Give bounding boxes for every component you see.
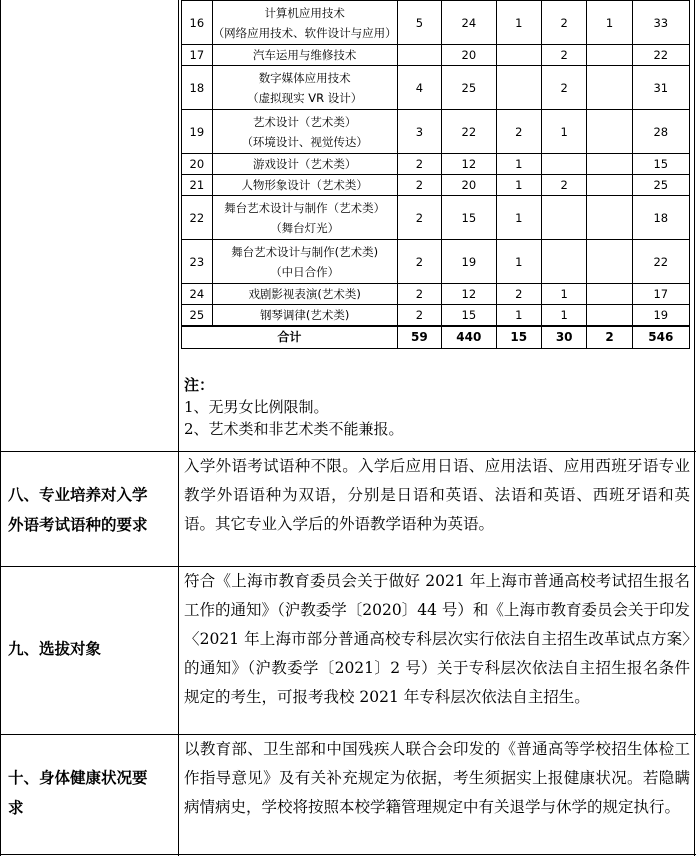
major-name — [212, 154, 397, 175]
quota-cell — [397, 45, 441, 66]
major-name — [212, 196, 397, 240]
major-name-line: （虚拟现实 VR 设计） — [247, 90, 363, 105]
section-8-label: 八、专业培养对入学 外语考试语种的要求 — [8, 485, 148, 534]
row-number: 16 — [182, 1, 213, 45]
major-name — [212, 110, 397, 154]
total-cell: 546 — [632, 326, 689, 348]
quota-cell: 2 — [541, 45, 586, 66]
bottom-border — [0, 854, 696, 855]
total-cell: 440 — [442, 326, 496, 348]
total-cell: 2 — [587, 326, 632, 348]
quota-cell: 2 — [496, 110, 541, 154]
major-name — [212, 284, 397, 305]
quota-cell: 15 — [632, 154, 689, 175]
quota-cell — [587, 284, 632, 305]
row-number: 19 — [182, 110, 213, 154]
total-cell: 30 — [541, 326, 586, 348]
quota-cell: 1 — [541, 284, 586, 305]
table-row — [182, 305, 690, 327]
quota-cell: 19 — [632, 305, 689, 327]
major-name-line: 人物形象设计（艺术类） — [241, 178, 368, 192]
major-name-line: 舞台艺术设计与制作（艺术类） — [224, 200, 386, 215]
quota-cell — [496, 66, 541, 110]
table-row — [182, 1, 690, 45]
table-row — [182, 45, 690, 66]
quota-cell: 1 — [496, 196, 541, 240]
quota-cell: 12 — [442, 284, 496, 305]
quota-cell: 1 — [496, 1, 541, 45]
major-name — [212, 45, 397, 66]
row-number: 25 — [182, 305, 213, 327]
major-name-line: （环境设计、视觉传达） — [241, 134, 368, 149]
major-name-line: 汽车运用与维修技术 — [252, 48, 357, 62]
note-item: 1、无男女比例限制。 — [184, 398, 329, 416]
quota-cell: 2 — [397, 240, 441, 284]
row-number: 24 — [182, 284, 213, 305]
row-number: 22 — [182, 196, 213, 240]
quota-cell: 31 — [632, 66, 689, 110]
major-name — [212, 175, 397, 196]
major-name-line: （中日合作） — [270, 264, 340, 279]
major-name — [212, 240, 397, 284]
section-9-body: 符合《上海市教育委员会关于做好 2021 年上海市普通高校考试招生报名工作的通知》（沪教委学〔2020〕44 号）和《上海市教育委员会关于印发〈2021 年上海市部分普通高校专科层次实行依法自主招生改革试点方案〉的通知》（沪教委学〔2021〕2 号）关于专科层次依法自主招生报名条件规定的考生，可报考我校 2021 年专科层次依法自主招生。 — [184, 572, 690, 706]
quota-cell: 2 — [496, 284, 541, 305]
major-name-line: （舞台灯光） — [270, 220, 340, 235]
quota-cell: 2 — [397, 196, 441, 240]
quota-cell — [587, 305, 632, 327]
row-number: 20 — [182, 154, 213, 175]
quota-cell — [496, 45, 541, 66]
quota-cell: 2 — [397, 175, 441, 196]
quota-cell: 2 — [397, 284, 441, 305]
table-row — [182, 175, 690, 196]
quota-cell: 2 — [397, 305, 441, 327]
quota-cell: 19 — [442, 240, 496, 284]
major-name-line: 数字媒体应用技术 — [258, 70, 351, 85]
quota-cell: 15 — [442, 196, 496, 240]
quota-cell: 1 — [541, 305, 586, 327]
total-cell: 15 — [496, 326, 541, 348]
quota-cell: 22 — [632, 240, 689, 284]
major-name-line: 计算机应用技术 — [264, 5, 345, 20]
row-number: 21 — [182, 175, 213, 196]
quota-cell: 17 — [632, 284, 689, 305]
major-name-line: （网络应用技术、软件设计与应用） — [212, 25, 397, 40]
quota-cell: 20 — [442, 175, 496, 196]
quota-cell — [587, 154, 632, 175]
note-item: 2、艺术类和非艺术类不能兼报。 — [184, 420, 404, 438]
quota-cell: 25 — [632, 175, 689, 196]
table-row — [182, 196, 690, 240]
quota-cell: 20 — [442, 45, 496, 66]
table-row — [182, 240, 690, 284]
notes-block — [184, 374, 404, 440]
left-border — [0, 0, 1, 856]
quota-cell: 12 — [442, 154, 496, 175]
section-10-body: 以教育部、卫生部和中国残疾人联合会印发的《普通高等学校招生体检工作指导意见》及有关补充规定为依据，考生须据实上报健康状况。若隐瞒病情病史，学校将按照本校学籍管理规定中有关退学与休学的规定执行。 — [184, 740, 690, 816]
quota-cell: 25 — [442, 66, 496, 110]
quota-cell: 28 — [632, 110, 689, 154]
quota-cell: 2 — [541, 175, 586, 196]
row-number: 17 — [182, 45, 213, 66]
quota-cell: 15 — [442, 305, 496, 327]
notes-heading: 注： — [184, 376, 215, 394]
total-cell: 59 — [397, 326, 441, 348]
quota-cell — [587, 240, 632, 284]
section-10-label: 十、身体健康状况要 求 — [8, 768, 148, 817]
total-label: 合计 — [182, 326, 398, 348]
quota-cell: 2 — [541, 66, 586, 110]
major-name — [212, 305, 397, 327]
quota-cell: 4 — [397, 66, 441, 110]
quota-cell: 1 — [587, 1, 632, 45]
quota-cell — [587, 45, 632, 66]
quota-cell: 22 — [442, 110, 496, 154]
major-name-line: 钢琴调律(艺术类) — [259, 308, 350, 322]
quota-cell — [541, 240, 586, 284]
table-row — [182, 66, 690, 110]
row-number: 18 — [182, 66, 213, 110]
section-9-label: 九、选拔对象 — [8, 639, 102, 658]
right-border — [694, 0, 695, 856]
quota-cell: 18 — [632, 196, 689, 240]
row-number: 23 — [182, 240, 213, 284]
quota-cell: 33 — [632, 1, 689, 45]
total-row — [182, 326, 690, 348]
quota-cell — [541, 196, 586, 240]
quota-cell: 5 — [397, 1, 441, 45]
table-row — [182, 110, 690, 154]
quota-cell: 24 — [442, 1, 496, 45]
quota-cell: 1 — [496, 154, 541, 175]
quota-cell — [541, 154, 586, 175]
quota-cell: 1 — [496, 305, 541, 327]
quota-cell: 22 — [632, 45, 689, 66]
quota-cell: 1 — [541, 110, 586, 154]
quota-cell — [587, 175, 632, 196]
quota-cell: 2 — [541, 1, 586, 45]
quota-cell: 1 — [496, 175, 541, 196]
table-row — [182, 154, 690, 175]
major-name-line: 艺术设计（艺术类） — [252, 114, 357, 129]
quota-cell: 3 — [397, 110, 441, 154]
major-name — [212, 1, 397, 45]
major-name-line: 舞台艺术设计与制作(艺术类) — [231, 244, 379, 259]
section-8-body: 入学外语考试语种不限。入学后应用日语、应用法语、应用西班牙语专业教学外语语种为双语，分别是日语和英语、法语和英语、西班牙语和英语。其它专业入学后的外语教学语种为英语。 — [184, 457, 690, 533]
quota-cell — [587, 110, 632, 154]
quota-cell: 2 — [397, 154, 441, 175]
column-divider — [178, 0, 179, 856]
major-name — [212, 66, 397, 110]
table-row — [182, 284, 690, 305]
major-name-line: 戏剧影视表演(艺术类) — [248, 287, 361, 301]
quota-cell — [587, 196, 632, 240]
major-name-line: 游戏设计（艺术类） — [252, 157, 357, 171]
quota-cell — [587, 66, 632, 110]
quota-cell: 1 — [496, 240, 541, 284]
enrollment-table — [181, 0, 690, 349]
